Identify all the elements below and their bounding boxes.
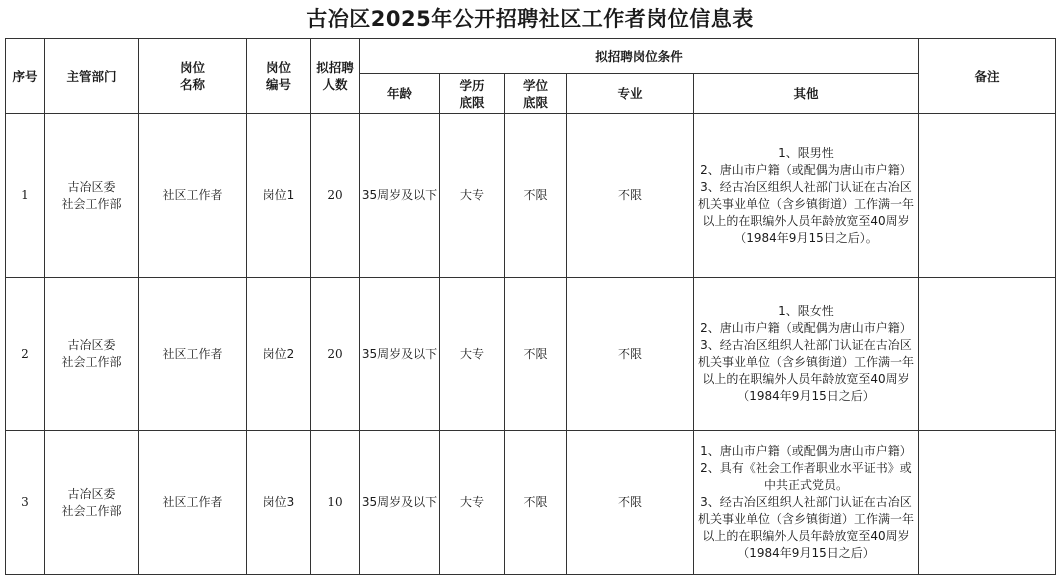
cell-degree: 不限 — [505, 114, 567, 278]
other-line: 1、唐山市户籍（或配偶为唐山市户籍） — [700, 444, 912, 458]
other-line: 机关事业单位（含乡镇街道）工作满一年 — [697, 512, 914, 526]
cell-quota: 20 — [311, 114, 360, 278]
table-row — [6, 114, 1056, 278]
cell-post-code: 岗位1 — [247, 114, 311, 278]
other-line: 以上的在职编外人员年龄放宽至40周岁 — [702, 213, 910, 228]
cell-age: 35周岁及以下 — [360, 278, 440, 431]
cell-dept — [45, 114, 139, 278]
header-seq: 序号 — [6, 39, 45, 114]
cell-quota: 10 — [311, 431, 360, 575]
cell-post-name: 社区工作者 — [139, 114, 247, 278]
cell-remark — [919, 431, 1056, 575]
table-row — [6, 278, 1056, 431]
cell-dept — [45, 278, 139, 431]
other-line: 中共正式党员。 — [763, 478, 848, 492]
header-post-name-line1: 岗位 — [179, 60, 205, 75]
cell-dept-line2: 社会工作部 — [61, 196, 122, 211]
cell-dept-line2: 社会工作部 — [61, 355, 122, 369]
cell-seq: 3 — [6, 431, 45, 575]
header-row-group — [6, 39, 1056, 74]
header-degree — [505, 74, 567, 114]
cell-other — [694, 114, 919, 278]
header-edu-line1: 学历 — [459, 77, 485, 93]
header-quota-line1: 拟招聘 — [316, 60, 354, 75]
other-line: 3、经古冶区组织人社部门认证在古冶区 — [700, 495, 912, 509]
header-age: 年龄 — [360, 74, 440, 114]
cell-major: 不限 — [567, 278, 694, 431]
cell-post-code: 岗位3 — [247, 431, 311, 575]
header-quota — [311, 39, 360, 114]
cell-age: 35周岁及以下 — [360, 114, 440, 278]
header-quota-line2: 人数 — [322, 77, 348, 92]
other-line: （1984年9月15日之后）。 — [734, 230, 878, 245]
header-edu — [440, 74, 505, 114]
cell-remark — [919, 278, 1056, 431]
header-degree-line1: 学位 — [522, 77, 548, 93]
other-line: 以上的在职编外人员年龄放宽至40周岁 — [702, 372, 910, 386]
header-major: 专业 — [567, 74, 694, 114]
other-line: 2、具有《社会工作者职业水平证书》或 — [700, 461, 912, 475]
cell-major: 不限 — [567, 431, 694, 575]
header-post-code-line2: 编号 — [265, 77, 291, 92]
cell-seq: 1 — [6, 114, 45, 278]
cell-other — [694, 431, 919, 575]
header-post-name — [139, 39, 247, 114]
header-edu-line2: 底限 — [459, 94, 485, 110]
page-title: 古冶区2025年公开招聘社区工作者岗位信息表 — [306, 7, 754, 31]
cell-age: 35周岁及以下 — [360, 431, 440, 575]
header-post-code-line1: 岗位 — [265, 60, 291, 75]
post-info-table — [5, 38, 1056, 575]
header-remark: 备注 — [919, 39, 1056, 114]
other-line: 2、唐山市户籍（或配偶为唐山市户籍） — [700, 321, 912, 335]
cell-quota: 20 — [311, 278, 360, 431]
table-row — [6, 431, 1056, 575]
cell-degree: 不限 — [505, 278, 567, 431]
cell-dept-line2: 社会工作部 — [61, 503, 122, 518]
cell-dept-line1: 古冶区委 — [67, 179, 116, 194]
other-line: 1、限女性 — [778, 304, 834, 318]
other-line: 2、唐山市户籍（或配偶为唐山市户籍） — [700, 162, 912, 177]
header-post-name-line2: 名称 — [179, 77, 205, 92]
cell-dept — [45, 431, 139, 575]
header-other: 其他 — [694, 74, 919, 114]
cell-edu: 大专 — [440, 114, 505, 278]
other-line: 以上的在职编外人员年龄放宽至40周岁 — [702, 529, 910, 543]
cell-post-name: 社区工作者 — [139, 278, 247, 431]
cell-dept-line1: 古冶区委 — [67, 338, 116, 352]
cell-major: 不限 — [567, 114, 694, 278]
cell-other — [694, 278, 919, 431]
cell-remark — [919, 114, 1056, 278]
cell-dept-line1: 古冶区委 — [67, 486, 116, 501]
header-conditions: 拟招聘岗位条件 — [360, 39, 919, 74]
cell-post-name: 社区工作者 — [139, 431, 247, 575]
other-line: 机关事业单位（含乡镇街道）工作满一年 — [697, 196, 914, 211]
cell-seq: 2 — [6, 278, 45, 431]
cell-post-code: 岗位2 — [247, 278, 311, 431]
cell-degree: 不限 — [505, 431, 567, 575]
other-line: 3、经古冶区组织人社部门认证在古冶区 — [700, 338, 912, 352]
cell-edu: 大专 — [440, 431, 505, 575]
header-dept: 主管部门 — [45, 39, 139, 114]
other-line: 机关事业单位（含乡镇街道）工作满一年 — [697, 355, 914, 369]
other-line: 3、经古冶区组织人社部门认证在古冶区 — [700, 179, 912, 194]
cell-edu: 大专 — [440, 278, 505, 431]
other-line: （1984年9月15日之后） — [737, 546, 875, 560]
other-line: 1、限男性 — [778, 145, 834, 160]
header-degree-line2: 底限 — [522, 94, 548, 110]
header-post-code — [247, 39, 311, 114]
other-line: （1984年9月15日之后） — [737, 389, 875, 403]
